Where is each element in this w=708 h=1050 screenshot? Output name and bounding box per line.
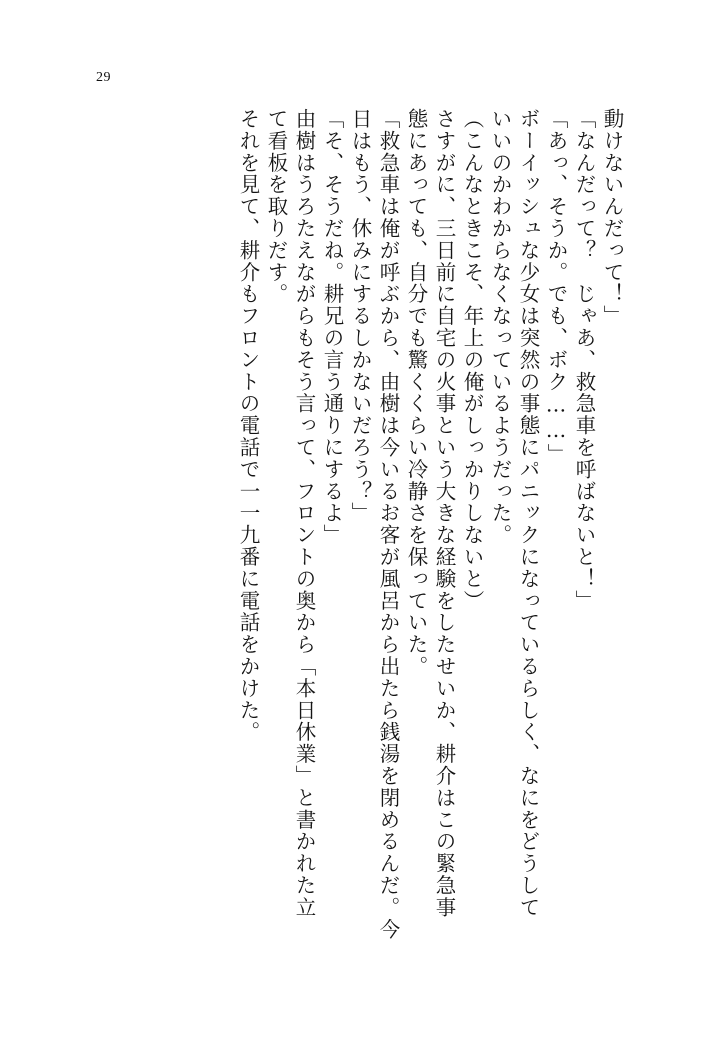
text-line: 態にあっても、自分でも驚くくらい冷静さを保っていた。: [404, 108, 428, 678]
page-number: 29: [96, 70, 111, 85]
text-line: それを見て、耕介もフロントの電話で一一九番に電話をかけた。: [236, 108, 260, 744]
text-line: いいのかわからなくなっているようだった。: [488, 108, 512, 546]
text-line: 「なんだって？ じゃあ、救急車を呼ばないと！」: [572, 108, 596, 612]
text-line: ボーイッシュな少女は突然の事態にパニックになっているらしく、なにをどうして: [516, 108, 540, 919]
text-line: さすがに、三日前に自宅の火事という大きな経験をしたせいか、耕介はこの緊急事: [432, 108, 456, 919]
text-line: 動けないんだって！」: [600, 108, 624, 327]
text-line: て看板を取りだす。: [264, 108, 288, 306]
text-line: 日はもう、休みにするしかないだろう？」: [348, 108, 372, 525]
text-line: 「あっ、そうか。でも、ボク……」: [544, 108, 568, 466]
text-line: 「そ、そうだね。耕兄の言う通りにするよ」: [320, 108, 344, 546]
text-line: （こんなときこそ、年上の俺がしっかりしないと）: [460, 108, 484, 612]
text-line: 「救急車は俺が呼ぶから、由樹は今いるお客が風呂から出たら銭湯を閉めるんだ。今: [376, 108, 400, 941]
text-line: 由樹はうろたえながらもそう言って、フロントの奥から「本日休業」と書かれた立: [292, 108, 316, 919]
vertical-text-block: [152, 108, 624, 941]
